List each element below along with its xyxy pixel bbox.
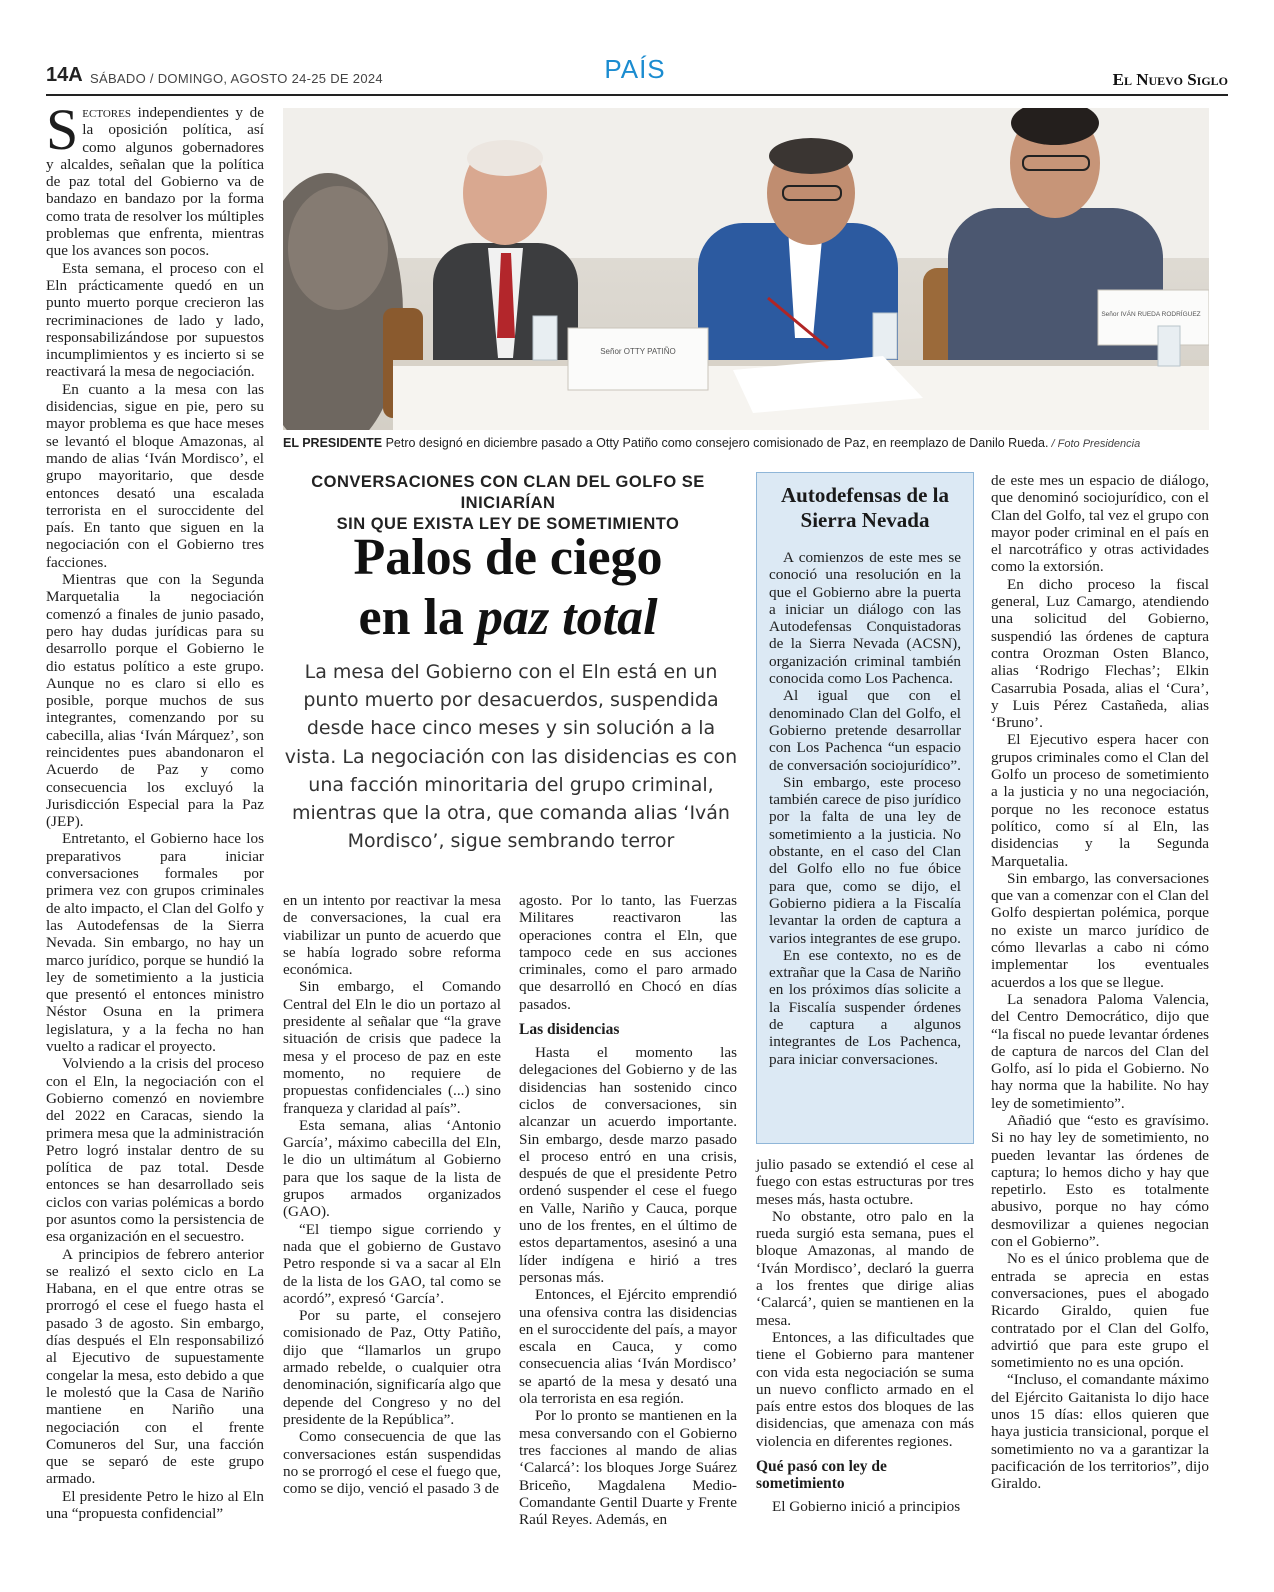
lead-smallcaps: ectores	[82, 104, 131, 121]
body-paragraph: Por lo pronto se mantienen en la mesa conversando con el Gobierno tres facciones al mando de alias ‘Calarcá’: los bloques Jorge Suárez Briceño, Magdalena Medio-Comandante Gentil Duarte y Frente Raúl Reyes. Además, en	[519, 1407, 737, 1529]
body-paragraph: julio pasado se extendió el cese al fuego con estas estructuras por tres meses más, hasta octubre.	[756, 1156, 974, 1208]
kicker	[283, 472, 733, 535]
lead-text: independientes y de la oposición política, así como algunos gobernadores y alcaldes, señalan que la política de paz total del Gobierno va de bandazo en bandazo por la forma como trata de resolver los múltiples problemas que enfrenta, mientras que los avances son pocos.	[46, 104, 264, 260]
subhead-ley-sometimiento: Qué pasó con ley de sometimiento	[756, 1458, 887, 1493]
sidebar-paragraph: En ese contexto, no es de extrañar que la Casa de Nariño en los próximos días solicite a la Fiscalía suspender órdenes de captura a algunos integrantes de Los Pachenca, para iniciar conversaciones.	[769, 946, 961, 1068]
caption-text: Petro designó en diciembre pasado a Otty Patiño como consejero comisionado de Paz, en reemplazo de Danilo Rueda.	[382, 436, 1049, 450]
subhead-disidencias: Las disidencias	[519, 1021, 620, 1039]
body-paragraph: El Ejecutivo espera hacer con grupos criminales como el Clan del Golfo un proceso de sometimiento a la justicia y no una negociación, porque no les reconoce estatus político, como sí al Eln, las disidencias y la Segunda Marquetalia.	[991, 731, 1209, 870]
headline-italic: paz total	[476, 589, 658, 646]
deck: La mesa del Gobierno con el Eln está en un punto muerto por desacuerdos, suspendida desde hace cinco meses y sin solución a la vista. La negociación con las disidencias es con una facción minoritaria del grupo criminal, mientras que la otra, que comanda alias ‘Iván Mordisco’, sigue sembrando terror	[284, 661, 738, 853]
body-paragraph: Entonces, a las dificultades que tiene el Gobierno para mantener con vida esta negociación se suma un nuevo conflicto armado en el país entre estos dos bloques de las disidencias, que amenaza con más violencia en diferentes regiones.	[756, 1328, 974, 1450]
body-paragraph: de este mes un espacio de diálogo, que denominó sociojurídico, con el Clan del Golfo, tal vez el grupo con mayor poder criminal en el país en el narcotráfico y otras actividades como la extorsión.	[991, 472, 1209, 576]
body-paragraph: Volviendo a la crisis del proceso con el Eln, la negociación con el Gobierno comenzó en noviembre del 2022 en Caracas, siendo la primera mesa que la administración Petro logró instalar dentro de su política de paz total. Desde entonces se han desarrollado seis ciclos con varias polémicas a bordo por asuntos como la persistencia de esa organización en el secuestro.	[46, 1055, 264, 1246]
body-paragraph: Hasta el momento las delegaciones del Gobierno y de las disidencias han sostenido cinco ciclos de conversaciones, sin alcanzar un acuerdo importante. Sin embargo, desde marzo pasado el proceso entró en una crisis, después de que el presidente Petro ordenó suspender el cese el fuego en Valle, Nariño y Cauca, porque uno de los frentes, en el último de estos departamentos, asesinó a una líder indígena e hirió a tres personas más.	[519, 1044, 737, 1286]
headline-line	[283, 588, 733, 648]
nameplate-right: Señor IVÁN RUEDA RODRÍGUEZ	[1101, 311, 1201, 318]
body-paragraph: Sin embargo, el Comando Central del Eln le dio un portazo al presidente al señalar que “la grave situación de crisis que padece la mesa y el proceso de paz en este momento, no requiere de propuestas confidenciales (...) sino franqueza y claridad al país”.	[283, 978, 501, 1117]
body-paragraph: En cuanto a la mesa con las disidencias, sigue en pie, pero su mayor problema es que hace meses se levantó el bloque Amazonas, al mando de alias ‘Iván Mordisco’, el grupo mayoritario, que desde entonces desató una escalada terrorista en el suroccidente del país. En tanto que siguen en la negociación con el Gobierno tres facciones.	[46, 380, 264, 571]
body-paragraph: Por su parte, el consejero comisionado de Paz, Otty Patiño, dijo que “llamarlos un grupo armado rebelde, o cualquier otra denominación, significaría algo que depende del Congreso y no del presidente de la República”.	[283, 1307, 501, 1428]
caption-lead: EL PRESIDENTE	[283, 436, 383, 450]
kicker-line: SIN QUE EXISTA LEY DE SOMETIMIENTO	[336, 515, 680, 533]
page-number: 14A	[46, 64, 83, 86]
body-paragraph: Añadió que “esto es gravísimo. Si no hay ley de sometimiento, no pueden levantar las órdenes de captura; lo hemos dicho y hay que repetirlo. Esto es totalmente abusivo, porque no hay cómo desmovilizar a quienes negocian con el Gobierno”.	[991, 1111, 1209, 1251]
kicker-line: CONVERSACIONES CON CLAN DEL GOLFO SE INICIARÍAN	[311, 473, 705, 512]
headline-text: en la	[358, 589, 477, 646]
body-paragraph: No obstante, otro palo en la rueda surgió esta semana, pues el bloque Amazonas, al mando de ‘Iván Mordisco’, declaró la guerra a los frentes que dirige alias ‘Calarcá’, quien se mantienen en la mesa.	[756, 1207, 974, 1329]
body-paragraph: “Incluso, el comandante máximo del Ejército Gaitanista lo dijo hace unos 15 días: ellos quieren que haya justicia transicional, porque el sometimiento no va a garantizar la pacificación de los territorios”, dijo Giraldo.	[991, 1371, 1209, 1493]
body-paragraph: El Gobierno inició a principios	[772, 1498, 961, 1516]
headline-line: Palos de ciego	[353, 529, 663, 586]
body-paragraph: Mientras que con la Segunda Marquetalia la negociación comenzó a finales de junio pasado, pero hay dudas jurídicas para su desarrollo porque el Gobierno le dio estatus político a este grupo. Aunque no es claro si ello es posible, porque muchos de sus integrantes, comenzando por su cabecilla, alias ‘Iván Márquez’, son reincidentes pues abandonaron el Acuerdo de Paz y como consecuencia los excluyó la Jurisdicción Especial para la Paz (JEP).	[46, 571, 264, 831]
body-paragraph: Entonces, el Ejército emprendió una ofensiva contra las disidencias en el suroccidente del país, a mayor escala en Cauca, y como consecuencia alias ‘Iván Mordisco’ se apartó de la mesa y desató una ola terrorista en esa región.	[519, 1286, 737, 1408]
photo-illustration	[283, 108, 1209, 430]
body-paragraph: El presidente Petro le hizo al Eln una “propuesta confidencial”	[46, 1487, 264, 1523]
body-paragraph: Esta semana, alias ‘Antonio García’, máximo cabecilla del Eln, le dio un ultimátum al Gobierno para que los saque de la lista de grupos armados organizados (GAO).	[283, 1116, 501, 1221]
drop-cap: S	[46, 97, 79, 162]
photo-caption	[283, 436, 1209, 450]
sidebar-paragraph: Sin embargo, este proceso también carece de piso jurídico por la falta de una ley de sometimiento a la justicia. No obstante, en el caso del Clan del Golfo ello no fue óbice para que, como se dijo, el Gobierno pidiera a la Fiscalía levantar la orden de captura a varios integrantes de ese grupo.	[769, 773, 961, 947]
issue-date: SÁBADO / DOMINGO, AGOSTO 24-25 DE 2024	[90, 71, 383, 86]
body-paragraph: Sin embargo, las conversaciones que van a comenzar con el Clan del Golfo despiertan polémica, porque no existe un marco jurídico de cómo llevarlas a cabo ni cómo implementar los eventuales acuerdos a los que se llegue.	[991, 869, 1209, 991]
sidebar-title: Autodefensas de la Sierra Nevada	[780, 483, 949, 532]
body-paragraph: En dicho proceso la fiscal general, Luz Camargo, atendiendo una solicitud del Gobierno, suspendió las órdenes de captura contra Orozman Osten Blanco, alias ‘Rodrigo Flechas’; Elkin Casarrubia Posada, alias el ‘Cura’, y Luis Pérez Castañeda, alias ‘Bruno’.	[991, 575, 1209, 732]
news-photo	[283, 108, 1209, 430]
body-paragraph: en un intento por reactivar la mesa de conversaciones, la cual era viabilizar un punto de acuerdo que se había logrado sobre reforma económica.	[283, 892, 501, 979]
body-paragraph: Esta semana, el proceso con el Eln prácticamente quedó en un punto muerto porque crecieron las recriminaciones de lado y lado, responsabilizándose por supuestos incumplimientos y es incierto si se reactivará la mesa de negociación.	[46, 259, 264, 381]
body-paragraph: Como consecuencia de que las conversaciones están suspendidas no se prorrogó el cese el fuego que, como se dijo, venció el pasado 3 de	[283, 1428, 501, 1498]
headline	[283, 528, 733, 648]
article-column-3	[519, 892, 737, 1528]
section-title: PAÍS	[604, 54, 666, 84]
article-column-4	[756, 1156, 974, 1515]
body-paragraph: La senadora Paloma Valencia, del Centro Democrático, dijo que “la fiscal no puede levantar órdenes de captura de narcos del Clan del Golfo, así lo pida el Gobierno. No hay norma que la habilite. No hay ley de sometimiento”.	[991, 990, 1209, 1112]
article-column-5	[991, 472, 1209, 1493]
sidebar-paragraph: Al igual que con el denominado Clan del Golfo, el Gobierno pretende desarrollar con Los Pachenca “un espacio de conversación sociojurídico”.	[769, 687, 961, 774]
photo-credit: / Foto Presidencia	[1048, 438, 1141, 450]
lead-paragraph	[46, 97, 264, 260]
body-paragraph: No es el único problema que de entrada se aprecia en estas conversaciones, pues el abogado Ricardo Giraldo, quien fue contratado por el Clan del Golfo, advirtió que para este grupo el sometimiento no es una opción.	[991, 1250, 1209, 1372]
header-rule	[46, 94, 1228, 96]
body-paragraph: A principios de febrero anterior se realizó el sexto ciclo en La Habana, en el que entre otras se prorrogó el cese el fuego hasta el pasado 3 de agosto. Sin embargo, días después el Eln responsabilizó al Ejecutivo de supuestamente congelar la mesa, esto debido a que le molestó que la Casa de Nariño mantiene en Nariño una negociación con el frente Comuneros del Sur, una facción que se separó de este grupo armado.	[46, 1245, 264, 1488]
body-paragraph: “El tiempo sigue corriendo y nada que el gobierno de Gustavo Petro responde si va a sacar al Eln de la lista de los GAO, tal como se acordó”, expresó ‘García’.	[283, 1220, 501, 1307]
sidebar-body	[769, 549, 961, 1068]
sidebar-box	[756, 472, 974, 1144]
body-paragraph: Entretanto, el Gobierno hace los preparativos para iniciar conversaciones formales por primera vez con grupos criminales de alto impacto, el Clan del Golfo y las Autodefensas de la Sierra Nevada. Sin embargo, no hay un marco jurídico, porque se hundió la ley de sometimiento a la justicia que presentó el entonces ministro Néstor Osuna en la primera legislatura, y a la fecha no han vuelto a radicar el proyecto.	[46, 830, 264, 1056]
nameplate-left: Señor OTTY PATIÑO	[600, 347, 676, 356]
newspaper-logo: El Nuevo Siglo	[1112, 70, 1228, 89]
article-column-1	[46, 97, 264, 1523]
article-column-2	[283, 892, 501, 1497]
sidebar-paragraph: A comienzos de este mes se conoció una resolución en la que el Gobierno abre la puerta a iniciar un diálogo con las Autodefensas Conquistadoras de la Sierra Nevada (ACSN), organización criminal también conocida como Los Pachenca.	[769, 549, 961, 688]
body-paragraph: agosto. Por lo tanto, las Fuerzas Militares reactivaron las operaciones contra el Eln, que tampoco cede en sus acciones criminales, como el paro armado que desarrolló en Chocó en días pasados.	[519, 892, 737, 1013]
